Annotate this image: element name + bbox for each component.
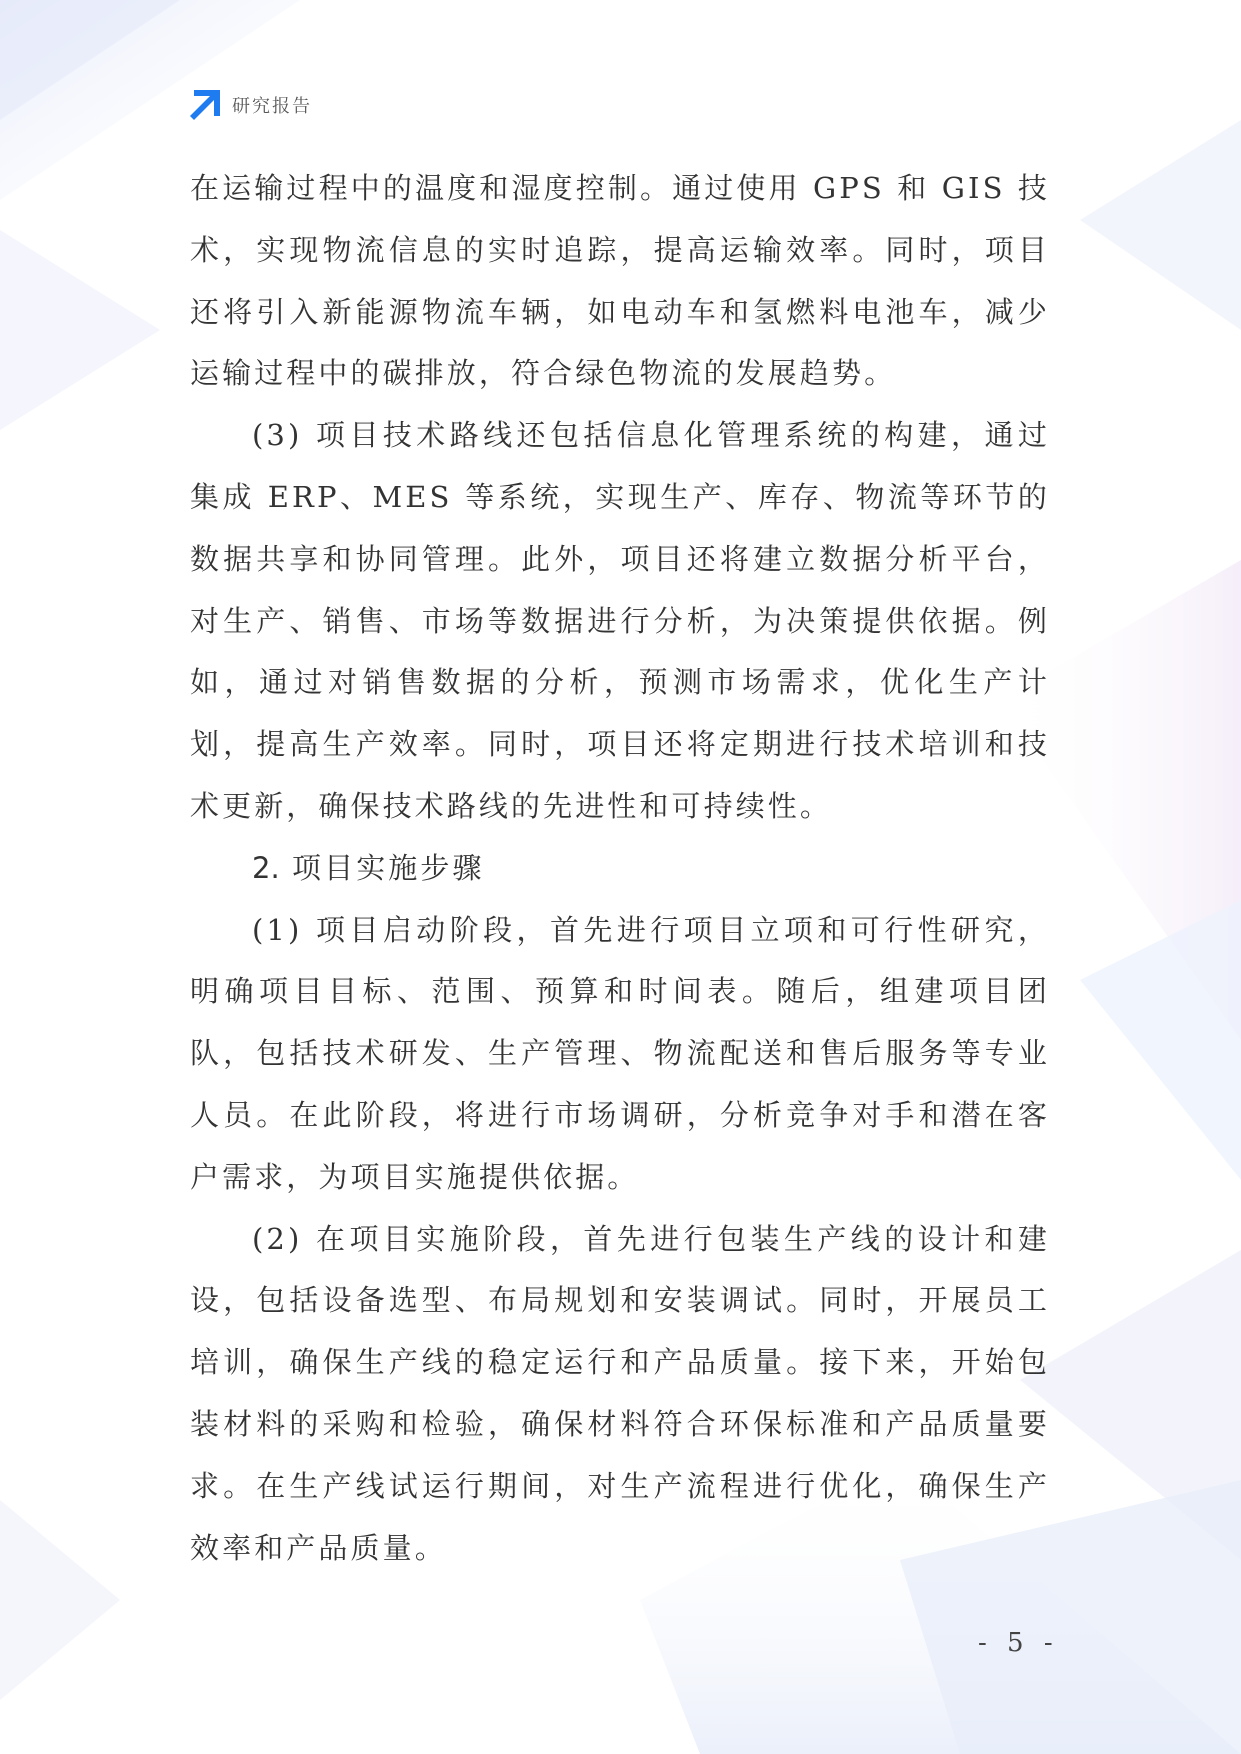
page-number: - 5 - bbox=[978, 1628, 1059, 1658]
document-body bbox=[190, 158, 1050, 1579]
paragraph-tech-route-3: (3) 项目技术路线还包括信息化管理系统的构建，通过集成 ERP、MES 等系统，实现生产、库存、物流等环节的数据共享和协同管理。此外，项目还将建立数据分析平台，对生产、销售、市场等数据进行分析，为决策提供依据。例如，通过对销售数据的分析，预测市场需求，优化生产计划，提高生产效率。同时，项目还将定期进行技术培训和技术更新，确保技术路线的先进性和可持续性。 bbox=[190, 418, 1050, 823]
section-number: 2. bbox=[252, 850, 280, 885]
paragraph-continuation: 在运输过程中的温度和湿度控制。通过使用 GPS 和 GIS 技术，实现物流信息的实时追踪，提高运输效率。同时，项目还将引入新能源物流车辆，如电动车和氢燃料电池车，减少运输过程中的碳排放，符合绿色物流的发展趋势。 bbox=[190, 171, 1050, 391]
section-title: 项目实施步骤 bbox=[292, 850, 485, 885]
arrow-up-right-icon bbox=[188, 88, 222, 122]
header-title: 研究报告 bbox=[232, 96, 312, 117]
paragraph-step-2: (2) 在项目实施阶段，首先进行包装生产线的设计和建设，包括设备选型、布局规划和安装调试。同时，开展员工培训，确保生产线的稳定运行和产品质量。接下来，开始包装材料的采购和检验，确保材料符合环保标准和产品质量要求。在生产线试运行期间，对生产流程进行优化，确保生产效率和产品质量。 bbox=[190, 1221, 1050, 1565]
paragraph-step-1: (1) 项目启动阶段，首先进行项目立项和可行性研究，明确项目目标、范围、预算和时间表。随后，组建项目团队，包括技术研发、生产管理、物流配送和售后服务等专业人员。在此阶段，将进行市场调研，分析竞争对手和潜在客户需求，为项目实施提供依据。 bbox=[190, 912, 1050, 1194]
section-heading bbox=[190, 838, 1050, 900]
report-header bbox=[188, 88, 312, 122]
